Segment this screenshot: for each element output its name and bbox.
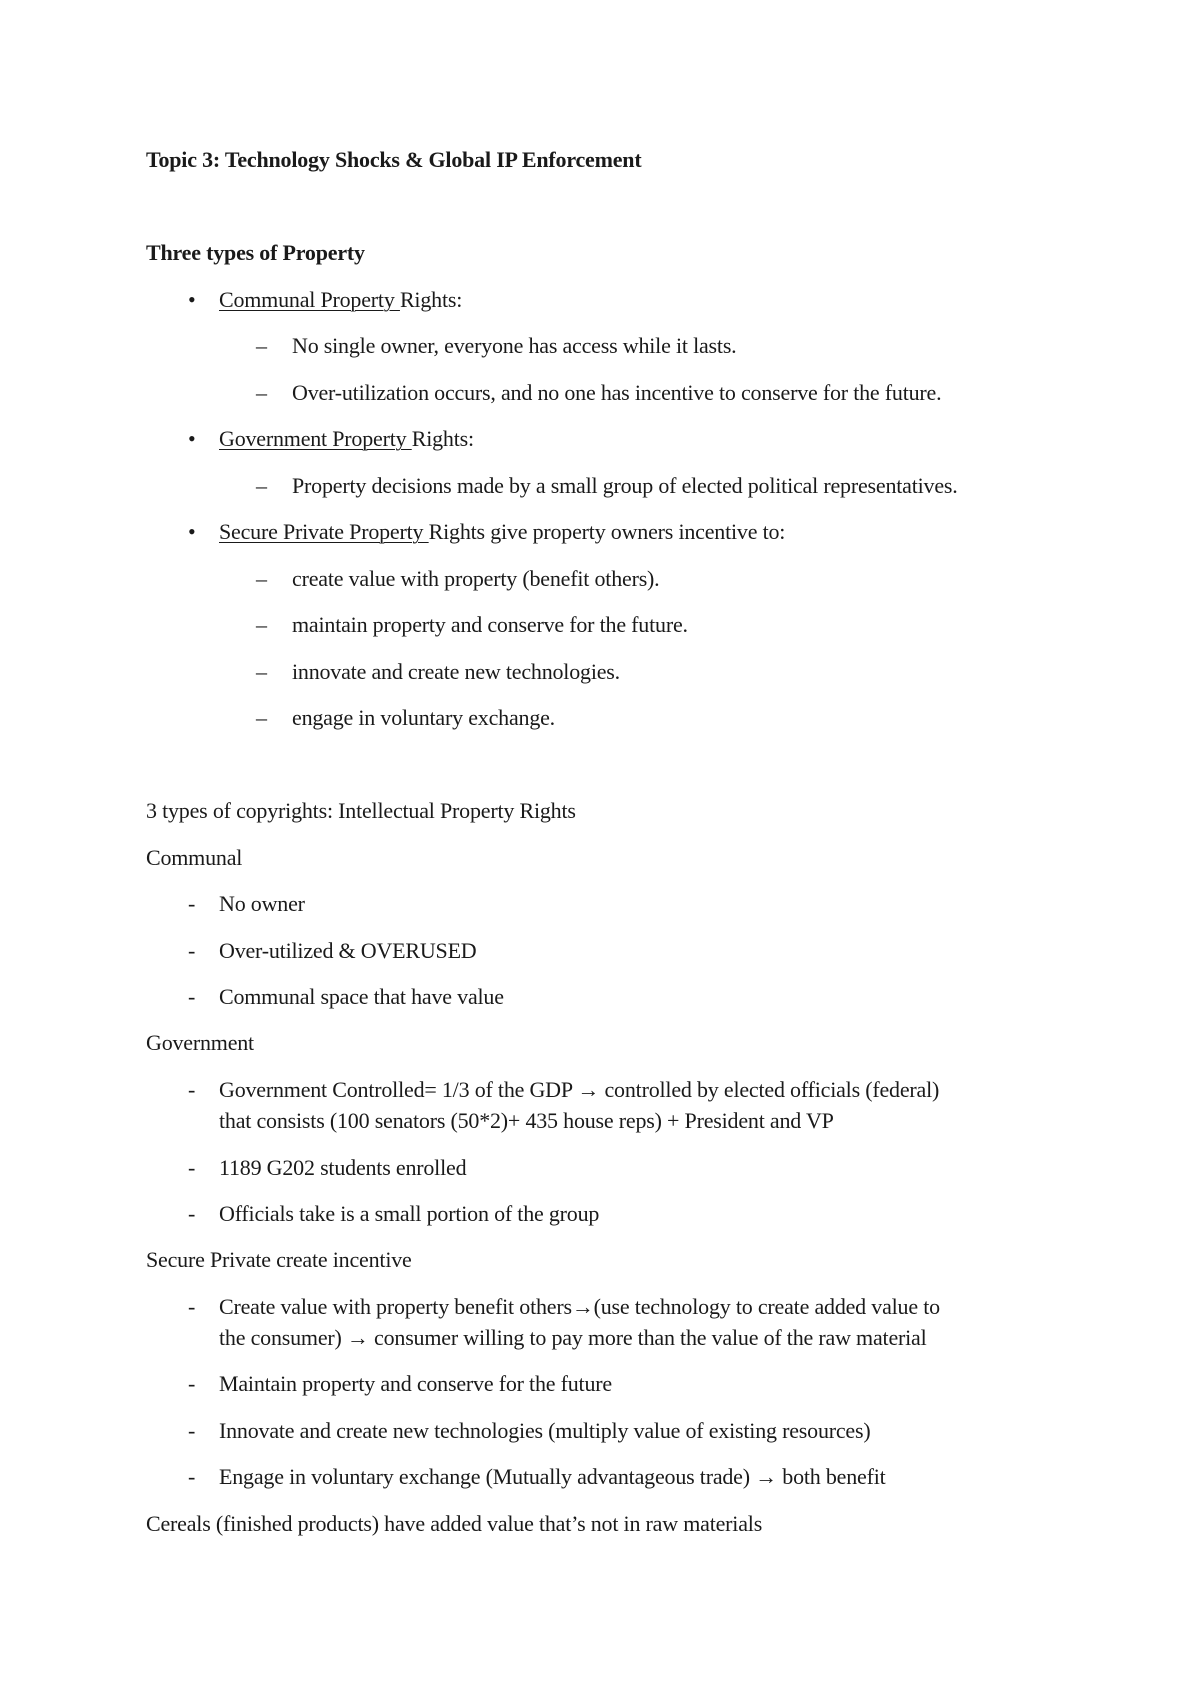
list-item: Communal space that have value xyxy=(219,984,504,1009)
sub-list-item: maintain property and conserve for the future. xyxy=(292,612,688,637)
list-item: Innovate and create new technologies (multiply value of existing resources) xyxy=(219,1418,871,1443)
sub-list-item: Over-utilization occurs, and no one has incentive to conserve for the future. xyxy=(292,380,942,405)
list-item xyxy=(219,285,462,315)
list-item-continuation: that consists (100 senators (50*2)+ 435 house reps) + President and VP xyxy=(219,1108,834,1133)
dash-marker: – xyxy=(256,473,267,498)
sub-list-item: create value with property (benefit others). xyxy=(292,566,660,591)
list-item: Government Controlled= 1/3 of the GDP → controlled by elected officials (federal) xyxy=(219,1077,940,1102)
dash-marker: - xyxy=(188,1201,196,1226)
sub-list-item: engage in voluntary exchange. xyxy=(292,705,555,730)
dash-marker: - xyxy=(188,1294,196,1319)
page-title: Topic 3: Technology Shocks & Global IP Enforcement xyxy=(146,147,642,172)
dash-marker: – xyxy=(256,612,267,637)
list-item-continuation: the consumer) → consumer willing to pay more than the value of the raw material xyxy=(219,1325,927,1350)
sub-list-item: Property decisions made by a small group of elected political representatives. xyxy=(292,473,958,498)
dash-marker: – xyxy=(256,659,267,684)
group-label: Government xyxy=(146,1030,254,1055)
property-term-suffix: Rights: xyxy=(399,287,463,312)
dash-marker: - xyxy=(188,1155,196,1180)
dash-marker: - xyxy=(188,1077,196,1102)
closing-line: Cereals (finished products) have added value that’s not in raw materials xyxy=(146,1511,763,1536)
dash-marker: – xyxy=(256,380,267,405)
dash-marker: - xyxy=(188,1464,196,1489)
list-item: Over-utilized & OVERUSED xyxy=(219,938,477,963)
list-item: Officials take is a small portion of the group xyxy=(219,1201,600,1226)
property-term-suffix: Rights give property owners incentive to: xyxy=(428,519,786,544)
section-intro: 3 types of copyrights: Intellectual Property Rights xyxy=(146,798,576,823)
property-term-suffix: Rights: xyxy=(411,426,474,451)
list-item: Engage in voluntary exchange (Mutually advantageous trade) → both benefit xyxy=(219,1464,886,1489)
dash-marker: - xyxy=(188,891,196,916)
dash-marker: - xyxy=(188,938,196,963)
group-label: Communal xyxy=(146,845,243,870)
sub-list-item: innovate and create new technologies. xyxy=(292,659,620,684)
sub-list-item: No single owner, everyone has access while it lasts. xyxy=(292,333,737,358)
list-item: No owner xyxy=(219,891,305,916)
list-item xyxy=(219,424,474,454)
bullet-marker: • xyxy=(188,519,196,544)
dash-marker: – xyxy=(256,566,267,591)
list-item xyxy=(219,517,785,547)
group-label: Secure Private create incentive xyxy=(146,1247,412,1272)
property-term: Communal Property xyxy=(219,287,400,312)
dash-marker: – xyxy=(256,705,267,730)
dash-marker: - xyxy=(188,984,196,1009)
list-item: Maintain property and conserve for the future xyxy=(219,1371,612,1396)
property-term: Secure Private Property xyxy=(219,519,429,544)
property-term: Government Property xyxy=(219,426,412,451)
section-heading: Three types of Property xyxy=(146,240,365,265)
dash-marker: – xyxy=(256,333,267,358)
list-item: Create value with property benefit others→(use technology to create added value to xyxy=(219,1294,940,1319)
list-item: 1189 G202 students enrolled xyxy=(219,1155,467,1180)
bullet-marker: • xyxy=(188,426,196,451)
bullet-marker: • xyxy=(188,287,196,312)
dash-marker: - xyxy=(188,1418,196,1443)
dash-marker: - xyxy=(188,1371,196,1396)
